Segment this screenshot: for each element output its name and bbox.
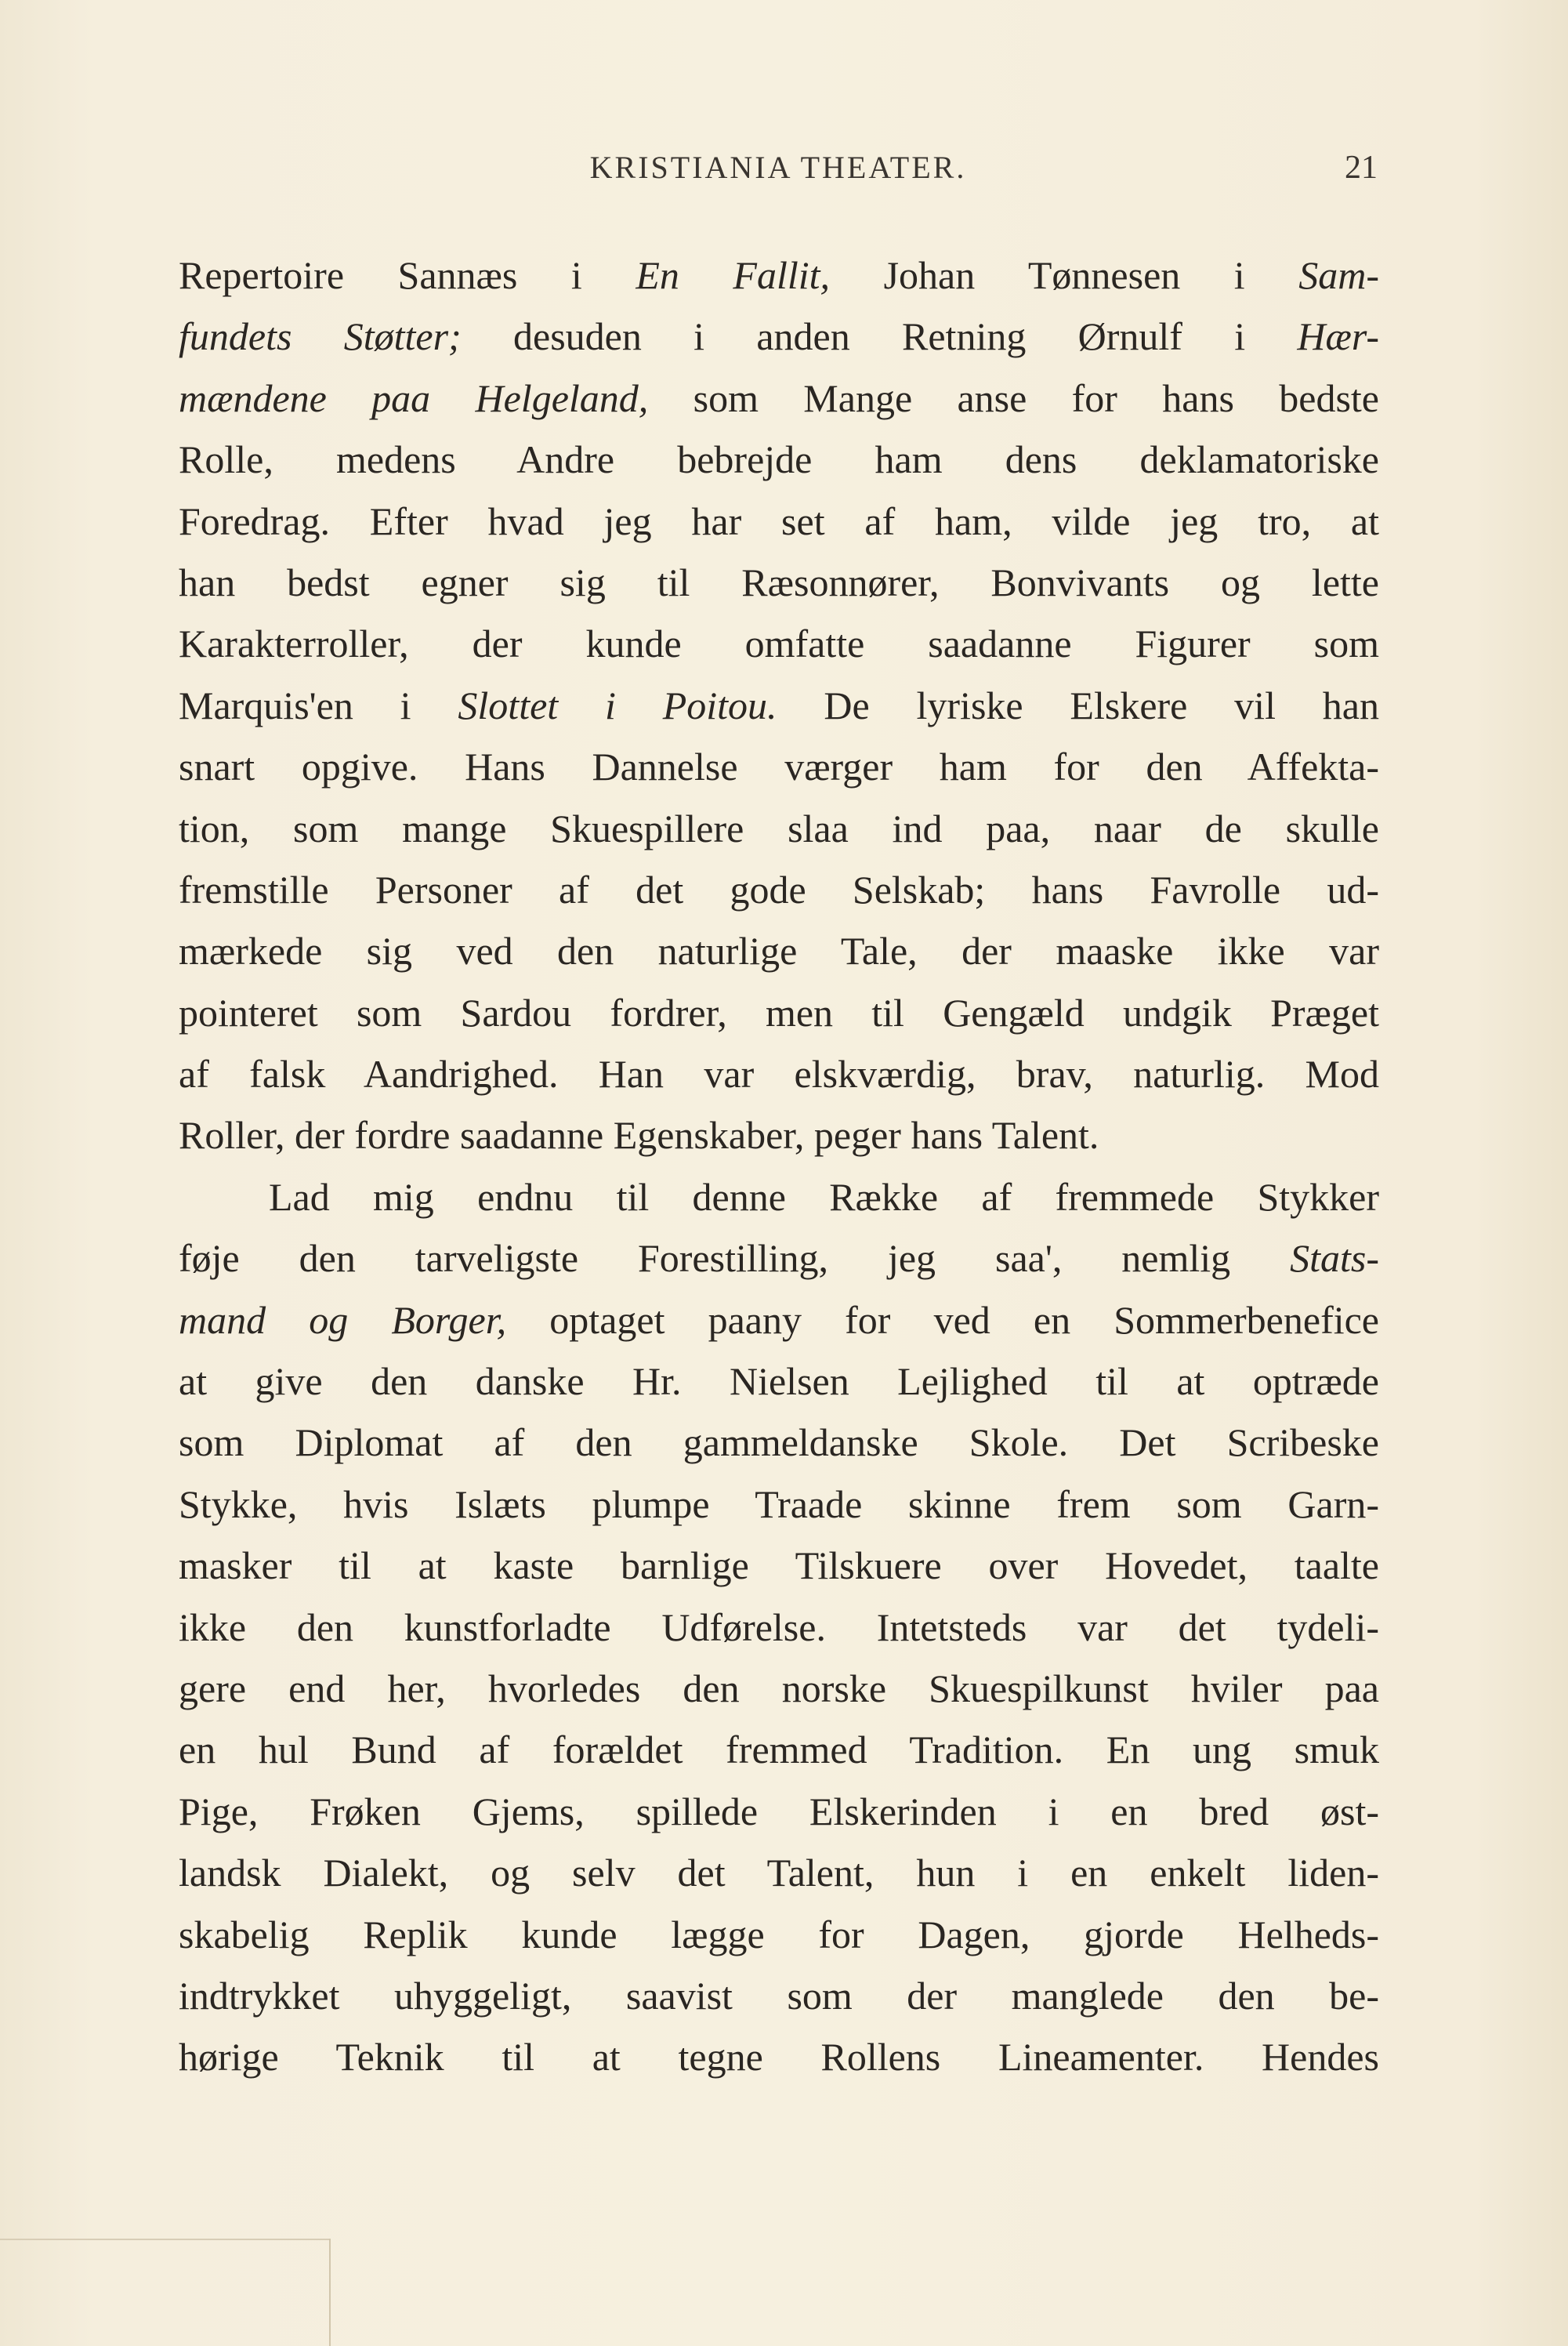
text-line: Pige, Frøken Gjems, spillede Elskerinden i en bred øst-	[179, 1789, 1379, 1833]
text-line: masker til at kaste barnlige Tilskuere over Hovedet, taalte	[179, 1543, 1379, 1588]
body-text	[179, 245, 1379, 2088]
text-line: som Diplomat af den gammeldanske Skole. Det Scribeske	[179, 1420, 1379, 1465]
text-line: Marquis'en i Slottet i Poitou. De lyriske Elskere vil han	[179, 683, 1379, 727]
scan-edge-line	[0, 2239, 329, 2240]
text-line: en hul Bund af forældet fremmed Tradition. En ung smuk	[179, 1728, 1379, 1772]
running-title: KRISTIANIA THEATER.	[589, 150, 967, 185]
text-line: at give den danske Hr. Nielsen Lejlighed til at optræde	[179, 1359, 1379, 1404]
text-line: hørige Teknik til at tegne Rollens Lineamenter. Hendes	[179, 2035, 1379, 2079]
text-line: Stykke, hvis Islæts plumpe Traade skinne frem som Garn-	[179, 1481, 1379, 1526]
text-line: af falsk Aandrighed. Han var elskværdig, brav, naturlig. Mod	[179, 1052, 1379, 1097]
text-line: Repertoire Sannæs i En Fallit, Johan Tønnesen i Sam-	[179, 253, 1379, 297]
text-line: gere end her, hvorledes den norske Skuespilkunst hviler paa	[179, 1666, 1379, 1710]
page-number: 21	[1345, 150, 1378, 186]
scan-edge-line-vertical	[329, 2239, 331, 2346]
text-line: mærkede sig ved den naturlige Tale, der maaske ikke var	[179, 929, 1379, 974]
text-line: føje den tarveligste Forestilling, jeg saa', nemlig Stats-	[179, 1236, 1379, 1281]
text-line: fundets Støtter; desuden i anden Retning Ørnulf i Hær-	[179, 314, 1379, 359]
text-line: landsk Dialekt, og selv det Talent, hun i en enkelt liden-	[179, 1851, 1379, 1895]
text-line: Foredrag. Efter hvad jeg har set af ham, vilde jeg tro, at	[179, 499, 1379, 543]
text-line: Roller, der fordre saadanne Egenskaber, peger hans Talent.	[179, 1113, 1099, 1158]
text-line: han bedst egner sig til Ræsonnører, Bonvivants og lette	[179, 560, 1379, 604]
text-line: skabelig Replik kunde lægge for Dagen, gjorde Helheds-	[179, 1912, 1379, 1956]
page-header	[179, 149, 1378, 196]
text-line: fremstille Personer af det gode Selskab; hans Favrolle ud-	[179, 867, 1379, 912]
paragraph-start-line: Lad mig endnu til denne Række af fremmede Stykker	[269, 1174, 1379, 1219]
text-line: ikke den kunstforladte Udførelse. Intetsteds var det tydeli-	[179, 1604, 1379, 1649]
text-line: Rolle, medens Andre bebrejde ham dens deklamatoriske	[179, 437, 1379, 482]
text-line: tion, som mange Skuespillere slaa ind paa, naar de skulle	[179, 806, 1379, 850]
text-line: mændene paa Helgeland, som Mange anse for hans bedste	[179, 375, 1379, 420]
text-line: mand og Borger, optaget paany for ved en Sommerbenefice	[179, 1297, 1379, 1342]
text-line: Karakterroller, der kunde omfatte saadanne Figurer som	[179, 622, 1379, 666]
text-line: snart opgive. Hans Dannelse værger ham for den Affekta-	[179, 745, 1379, 789]
text-line: indtrykket uhyggeligt, saavist som der manglede den be-	[179, 1973, 1379, 2018]
text-line: pointeret som Sardou fordrer, men til Gengæld undgik Præget	[179, 990, 1379, 1035]
